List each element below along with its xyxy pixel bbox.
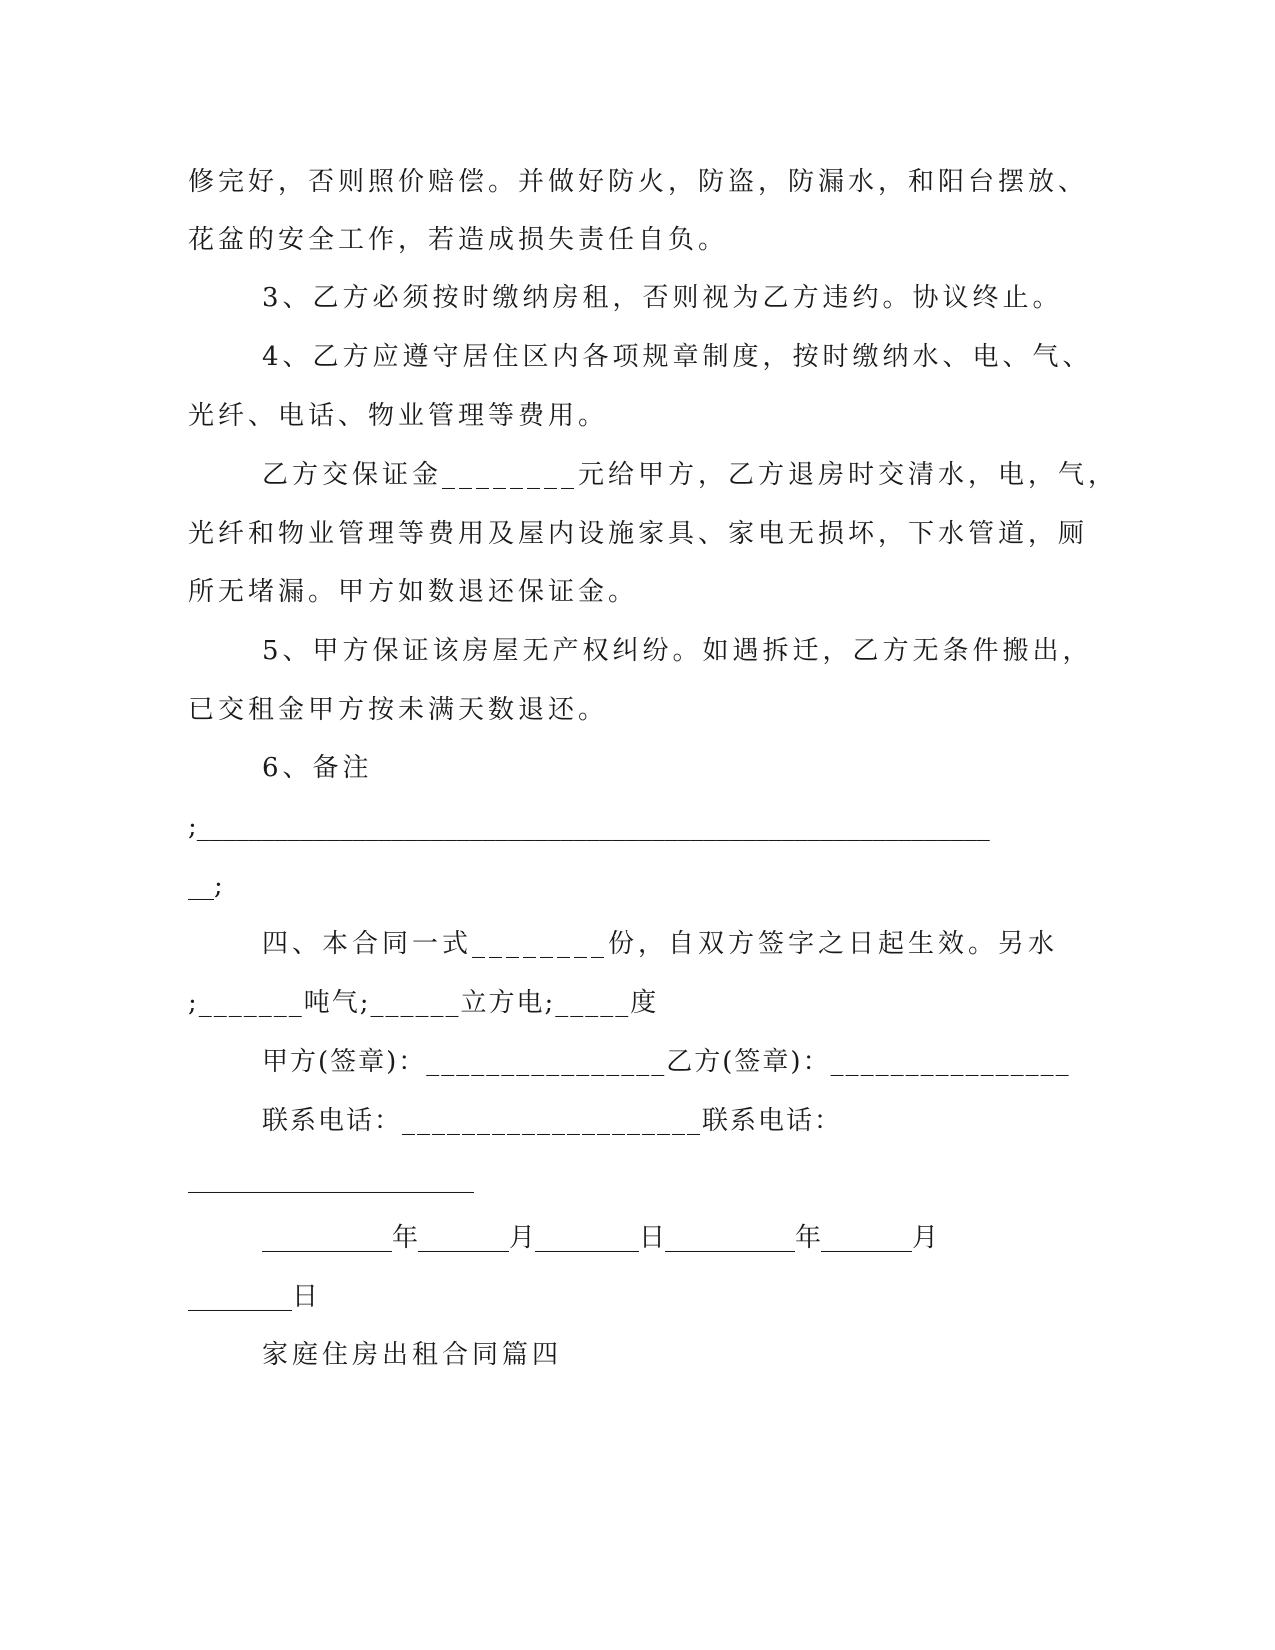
- paragraph-line: 光纤和物业管理等费用及屋内设施家具、家电无损坏，下水管道，厕: [188, 519, 1089, 549]
- paragraph-line: 已交租金甲方按未满天数退还。: [188, 695, 609, 725]
- contact-phone-line: 联系电话：____________________联系电话：: [262, 1106, 843, 1136]
- clause-6-line: 6、备注: [262, 753, 373, 783]
- contact-phone-blank: ______________________: [188, 1164, 474, 1194]
- paragraph-line: 花盆的安全工作，若造成损失责任自负。: [188, 225, 729, 255]
- section-4-line: 四、本合同一式________份，自双方签字之日起生效。另水: [262, 929, 1059, 959]
- remarks-blank-end: __;: [188, 871, 223, 901]
- clause-3-line: 3、乙方必须按时缴纳房租，否则视为乙方违约。协议终止。: [262, 283, 1063, 313]
- paragraph-line: 所无堵漏。甲方如数退还保证金。: [188, 577, 639, 607]
- deposit-line: 乙方交保证金________元给甲方，乙方退房时交清水，电，气，: [262, 460, 1119, 490]
- paragraph-line: 修完好，否则照价赔偿。并做好防火，防盗，防漏水，和阳台摆放、: [188, 167, 1089, 197]
- date-line: __________年_______月________日__________年_______月: [262, 1223, 938, 1253]
- signature-line: 甲方(签章)：________________乙方(签章)：________________: [262, 1047, 1071, 1077]
- remarks-blank-line: ;_____________________________________________________________: [188, 812, 990, 842]
- clause-4-line: 4、乙方应遵守居住区内各项规章制度，按时缴纳水、电、气、: [262, 342, 1093, 372]
- utilities-line: ;_______吨气;______立方电;_____度: [188, 988, 659, 1018]
- section-heading: 家庭住房出租合同篇四: [262, 1340, 563, 1370]
- clause-5-line: 5、甲方保证该房屋无产权纠纷。如遇拆迁，乙方无条件搬出，: [262, 636, 1093, 666]
- date-line-end: ________日: [188, 1282, 319, 1312]
- paragraph-line: 光纤、电话、物业管理等费用。: [188, 401, 609, 431]
